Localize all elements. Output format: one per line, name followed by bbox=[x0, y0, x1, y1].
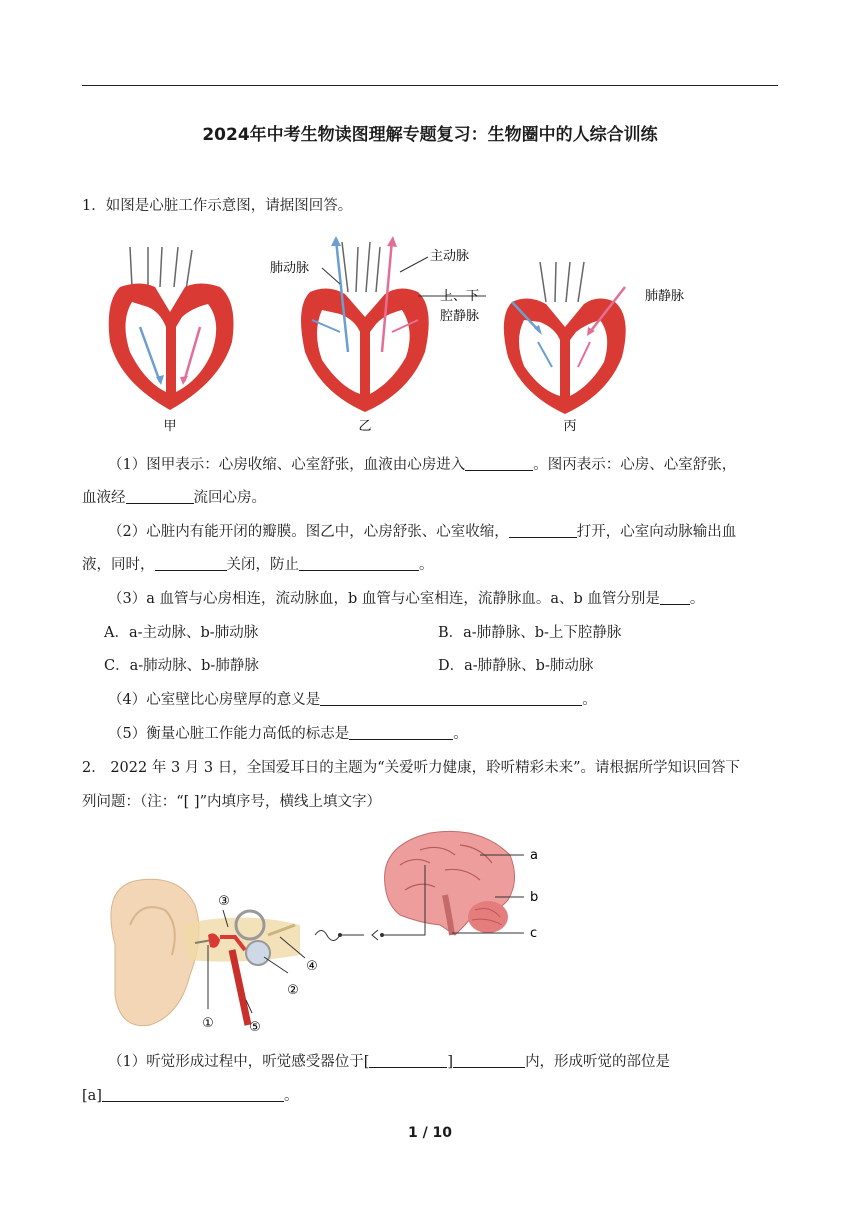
label-5: ⑤ bbox=[249, 1020, 261, 1035]
option-c[interactable]: C．a-肺动脉、b-肺静脉 bbox=[104, 658, 259, 674]
q1-part1-line1: （1）图甲表示：心房收缩、心室舒张，血液由心房进入 。图丙表示：心房、心室舒张， bbox=[108, 457, 737, 473]
blank-5[interactable] bbox=[349, 724, 453, 740]
q2-intro-line2: 列问题：（注：“[ ]”内填序号，横线上填文字） bbox=[82, 794, 381, 810]
q1-part1-line2: 血液经 流回心房。 bbox=[82, 490, 266, 506]
label-c: c bbox=[530, 926, 538, 941]
heart-jia bbox=[109, 247, 234, 410]
label-zhudongmai: 主动脉 bbox=[430, 249, 470, 264]
blank-4[interactable] bbox=[320, 690, 582, 706]
label-yi: 乙 bbox=[358, 419, 372, 434]
label-feijingmai: 肺静脉 bbox=[645, 289, 685, 304]
label-qiangjingmai-1: 上、下 bbox=[440, 289, 480, 304]
label-1: ① bbox=[202, 1016, 214, 1031]
label-3: ③ bbox=[218, 894, 230, 909]
blank-1-2[interactable] bbox=[126, 488, 194, 504]
ear-illustration bbox=[111, 879, 300, 1025]
label-bing: 丙 bbox=[563, 419, 577, 434]
blank-2-2[interactable] bbox=[155, 555, 227, 571]
label-feidongmai: 肺动脉 bbox=[270, 261, 310, 276]
page-title: 2024年中考生物读图理解专题复习：生物圈中的人综合训练 bbox=[202, 125, 658, 145]
label-b: b bbox=[530, 890, 539, 905]
label-a: a bbox=[530, 848, 538, 863]
blank-2-1[interactable] bbox=[509, 522, 577, 538]
option-a[interactable]: A．a-主动脉、b-肺动脉 bbox=[104, 625, 259, 641]
q1-part4: （4）心室壁比心房壁厚的意义是 。 bbox=[108, 692, 597, 708]
brain-illustration bbox=[385, 831, 515, 935]
q1-part2-line2: 液，同时， 关闭，防止 。 bbox=[82, 557, 434, 573]
q1-part3: （3）a 血管与心房相连，流动脉血，b 血管与心室相连，流静脉血。a、b 血管分别是 。 bbox=[108, 591, 705, 607]
header-rule bbox=[82, 85, 778, 86]
label-4: ④ bbox=[306, 959, 318, 974]
label-qiangjingmai-2: 腔静脉 bbox=[440, 309, 480, 324]
page-number: 1 / 10 bbox=[407, 1125, 453, 1141]
blank-q2-2[interactable] bbox=[453, 1052, 525, 1068]
option-d[interactable]: D．a-肺静脉、b-肺动脉 bbox=[438, 658, 594, 674]
q2-part1-line1: （1）听觉形成过程中，听觉感受器位于[ ] 内，形成听觉的部位是 bbox=[108, 1054, 671, 1070]
blank-q2-3[interactable] bbox=[102, 1086, 284, 1102]
label-jia: 甲 bbox=[163, 419, 177, 434]
heart-bing bbox=[504, 262, 626, 414]
q2-part1-line2: [a] 。 bbox=[82, 1088, 299, 1104]
heart-diagram bbox=[100, 232, 720, 437]
ear-brain-diagram bbox=[100, 825, 560, 1035]
blank-3[interactable] bbox=[660, 589, 690, 605]
label-2: ② bbox=[287, 983, 299, 998]
option-b[interactable]: B．a-肺静脉、b-上下腔静脉 bbox=[438, 625, 622, 641]
blank-q2-1[interactable] bbox=[369, 1052, 447, 1068]
blank-1-1[interactable] bbox=[465, 455, 533, 471]
q1-intro: 1．如图是心脏工作示意图，请据图回答。 bbox=[82, 198, 353, 214]
q1-part5: （5）衡量心脏工作能力高低的标志是 。 bbox=[108, 726, 468, 742]
q2-intro-line1: 2． 2022 年 3 月 3 日，全国爱耳日的主题为“关爱听力健康，聆听精彩未来”。请根据所学知识回答下 bbox=[82, 760, 741, 776]
blank-2-3[interactable] bbox=[299, 555, 419, 571]
q1-part2-line1: （2）心脏内有能开闭的瓣膜。图乙中，心房舒张、心室收缩， 打开，心室向动脉输出血 bbox=[108, 524, 737, 540]
